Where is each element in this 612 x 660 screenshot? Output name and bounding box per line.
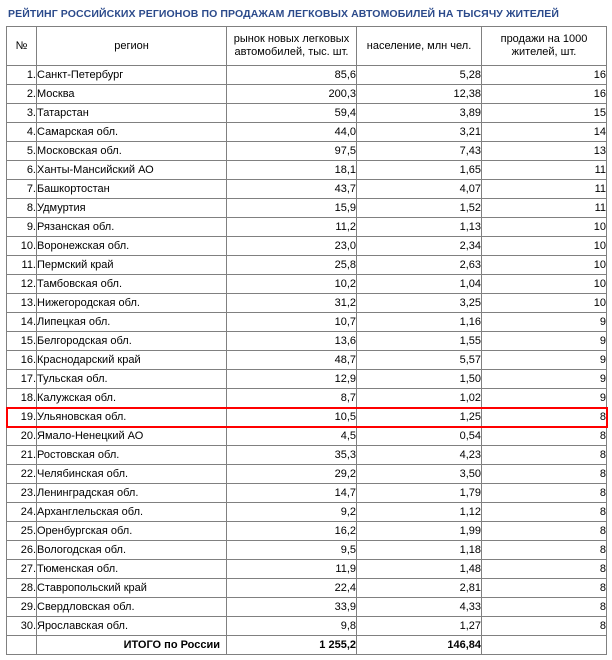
cell-region: Свердловская обл. bbox=[37, 598, 227, 617]
cell-number: 20. bbox=[7, 427, 37, 446]
cell-per-1000: 8 bbox=[482, 617, 607, 636]
cell-per-1000: 9 bbox=[482, 313, 607, 332]
cell-population: 3,89 bbox=[357, 104, 482, 123]
cell-population: 3,50 bbox=[357, 465, 482, 484]
cell-per-1000: 15 bbox=[482, 104, 607, 123]
cell-number: 23. bbox=[7, 484, 37, 503]
cell-market: 9,5 bbox=[227, 541, 357, 560]
column-header-market: рынок новых легковых автомобилей, тыс. шт. bbox=[227, 27, 357, 66]
cell-population: 5,28 bbox=[357, 66, 482, 85]
cell-market: 18,1 bbox=[227, 161, 357, 180]
cell-market: 35,3 bbox=[227, 446, 357, 465]
cell-region: Ставропольский край bbox=[37, 579, 227, 598]
cell-per-1000: 16 bbox=[482, 85, 607, 104]
cell-region: Липецкая обл. bbox=[37, 313, 227, 332]
cell-market: 31,2 bbox=[227, 294, 357, 313]
cell-population: 2,63 bbox=[357, 256, 482, 275]
cell-market: 23,0 bbox=[227, 237, 357, 256]
cell-market: 10,2 bbox=[227, 275, 357, 294]
column-header-population: население, млн чел. bbox=[357, 27, 482, 66]
table-row bbox=[7, 446, 607, 465]
cell-per-1000: 8 bbox=[482, 579, 607, 598]
cell-region: Самарская обл. bbox=[37, 123, 227, 142]
cell-per-1000: 11 bbox=[482, 161, 607, 180]
cell-market: 11,2 bbox=[227, 218, 357, 237]
cell-per-1000: 8 bbox=[482, 408, 607, 427]
cell-population: 1,55 bbox=[357, 332, 482, 351]
table-row bbox=[7, 522, 607, 541]
cell-population: 5,57 bbox=[357, 351, 482, 370]
cell-market: 85,6 bbox=[227, 66, 357, 85]
cell-number: 8. bbox=[7, 199, 37, 218]
table-body bbox=[7, 66, 607, 655]
table-row bbox=[7, 161, 607, 180]
cell-number: 28. bbox=[7, 579, 37, 598]
cell-number: 14. bbox=[7, 313, 37, 332]
table-header-row bbox=[7, 27, 607, 66]
cell-region: Московская обл. bbox=[37, 142, 227, 161]
total-cell-number bbox=[7, 636, 37, 655]
table-row bbox=[7, 427, 607, 446]
table-row bbox=[7, 579, 607, 598]
table-row bbox=[7, 294, 607, 313]
cell-per-1000: 8 bbox=[482, 465, 607, 484]
cell-number: 29. bbox=[7, 598, 37, 617]
cell-market: 14,7 bbox=[227, 484, 357, 503]
table-row bbox=[7, 66, 607, 85]
table-row bbox=[7, 123, 607, 142]
cell-population: 2,34 bbox=[357, 237, 482, 256]
cell-region: Белгородская обл. bbox=[37, 332, 227, 351]
cell-per-1000: 9 bbox=[482, 389, 607, 408]
cell-number: 24. bbox=[7, 503, 37, 522]
cell-population: 1,79 bbox=[357, 484, 482, 503]
table-row bbox=[7, 332, 607, 351]
cell-population: 1,99 bbox=[357, 522, 482, 541]
cell-number: 5. bbox=[7, 142, 37, 161]
cell-market: 200,3 bbox=[227, 85, 357, 104]
cell-market: 15,9 bbox=[227, 199, 357, 218]
table-row bbox=[7, 313, 607, 332]
total-cell-region: ИТОГО по России bbox=[37, 636, 227, 655]
cell-population: 1,12 bbox=[357, 503, 482, 522]
cell-region: Нижегородская обл. bbox=[37, 294, 227, 313]
cell-market: 97,5 bbox=[227, 142, 357, 161]
cell-population: 1,02 bbox=[357, 389, 482, 408]
cell-market: 10,7 bbox=[227, 313, 357, 332]
cell-region: Калужская обл. bbox=[37, 389, 227, 408]
cell-market: 16,2 bbox=[227, 522, 357, 541]
table-row bbox=[7, 503, 607, 522]
cell-per-1000: 9 bbox=[482, 370, 607, 389]
cell-number: 21. bbox=[7, 446, 37, 465]
cell-population: 1,16 bbox=[357, 313, 482, 332]
cell-population: 3,21 bbox=[357, 123, 482, 142]
table-row bbox=[7, 180, 607, 199]
cell-market: 13,6 bbox=[227, 332, 357, 351]
table-row bbox=[7, 351, 607, 370]
cell-number: 25. bbox=[7, 522, 37, 541]
cell-market: 9,2 bbox=[227, 503, 357, 522]
table-header bbox=[7, 27, 607, 66]
table-row bbox=[7, 408, 607, 427]
cell-per-1000: 16 bbox=[482, 66, 607, 85]
cell-per-1000: 13 bbox=[482, 142, 607, 161]
cell-population: 7,43 bbox=[357, 142, 482, 161]
cell-number: 2. bbox=[7, 85, 37, 104]
cell-number: 9. bbox=[7, 218, 37, 237]
cell-region: Ханты-Мансийский АО bbox=[37, 161, 227, 180]
cell-market: 25,8 bbox=[227, 256, 357, 275]
cell-region: Рязанская обл. bbox=[37, 218, 227, 237]
cell-population: 1,50 bbox=[357, 370, 482, 389]
cell-population: 1,52 bbox=[357, 199, 482, 218]
cell-population: 4,33 bbox=[357, 598, 482, 617]
column-header-number: № bbox=[7, 27, 37, 66]
cell-per-1000: 8 bbox=[482, 598, 607, 617]
cell-region: Воронежская обл. bbox=[37, 237, 227, 256]
cell-per-1000: 9 bbox=[482, 332, 607, 351]
cell-number: 17. bbox=[7, 370, 37, 389]
cell-number: 4. bbox=[7, 123, 37, 142]
table-row bbox=[7, 275, 607, 294]
cell-region: Тульская обл. bbox=[37, 370, 227, 389]
cell-per-1000: 8 bbox=[482, 541, 607, 560]
cell-population: 2,81 bbox=[357, 579, 482, 598]
cell-market: 9,8 bbox=[227, 617, 357, 636]
cell-population: 1,48 bbox=[357, 560, 482, 579]
cell-number: 12. bbox=[7, 275, 37, 294]
cell-region: Ленинградская обл. bbox=[37, 484, 227, 503]
cell-population: 0,54 bbox=[357, 427, 482, 446]
cell-market: 43,7 bbox=[227, 180, 357, 199]
table-row bbox=[7, 465, 607, 484]
cell-market: 11,9 bbox=[227, 560, 357, 579]
table-row bbox=[7, 617, 607, 636]
cell-per-1000: 10 bbox=[482, 218, 607, 237]
cell-population: 12,38 bbox=[357, 85, 482, 104]
cell-region: Вологодская обл. bbox=[37, 541, 227, 560]
table-row bbox=[7, 256, 607, 275]
table-row bbox=[7, 85, 607, 104]
cell-per-1000: 10 bbox=[482, 275, 607, 294]
cell-market: 4,5 bbox=[227, 427, 357, 446]
table-row bbox=[7, 237, 607, 256]
cell-market: 44,0 bbox=[227, 123, 357, 142]
cell-number: 27. bbox=[7, 560, 37, 579]
cell-region: Краснодарский край bbox=[37, 351, 227, 370]
cell-number: 6. bbox=[7, 161, 37, 180]
cell-population: 3,25 bbox=[357, 294, 482, 313]
cell-number: 13. bbox=[7, 294, 37, 313]
total-cell-per-1000 bbox=[482, 636, 607, 655]
cell-market: 59,4 bbox=[227, 104, 357, 123]
cell-region: Арханглельская обл. bbox=[37, 503, 227, 522]
cell-population: 1,04 bbox=[357, 275, 482, 294]
table-row bbox=[7, 541, 607, 560]
table-row bbox=[7, 484, 607, 503]
total-cell-population: 146,84 bbox=[357, 636, 482, 655]
cell-number: 10. bbox=[7, 237, 37, 256]
cell-number: 11. bbox=[7, 256, 37, 275]
cell-per-1000: 9 bbox=[482, 351, 607, 370]
cell-per-1000: 8 bbox=[482, 560, 607, 579]
cell-market: 22,4 bbox=[227, 579, 357, 598]
table-row bbox=[7, 218, 607, 237]
cell-per-1000: 10 bbox=[482, 294, 607, 313]
cell-number: 30. bbox=[7, 617, 37, 636]
table-row bbox=[7, 598, 607, 617]
cell-region: Удмуртия bbox=[37, 199, 227, 218]
table-total-row bbox=[7, 636, 607, 655]
cell-per-1000: 11 bbox=[482, 180, 607, 199]
column-header-per-1000: продажи на 1000 жителей, шт. bbox=[482, 27, 607, 66]
cell-number: 16. bbox=[7, 351, 37, 370]
cell-region: Санкт-Петербург bbox=[37, 66, 227, 85]
cell-region: Ямало-Ненецкий АО bbox=[37, 427, 227, 446]
cell-per-1000: 14 bbox=[482, 123, 607, 142]
cell-number: 7. bbox=[7, 180, 37, 199]
cell-region: Татарстан bbox=[37, 104, 227, 123]
cell-region: Башкортостан bbox=[37, 180, 227, 199]
cell-region: Тамбовская обл. bbox=[37, 275, 227, 294]
cell-region: Ярославская обл. bbox=[37, 617, 227, 636]
cell-number: 18. bbox=[7, 389, 37, 408]
cell-population: 4,07 bbox=[357, 180, 482, 199]
table-row bbox=[7, 370, 607, 389]
regions-rating-table bbox=[6, 26, 607, 655]
cell-market: 48,7 bbox=[227, 351, 357, 370]
table-row bbox=[7, 560, 607, 579]
cell-market: 12,9 bbox=[227, 370, 357, 389]
cell-market: 29,2 bbox=[227, 465, 357, 484]
cell-per-1000: 10 bbox=[482, 256, 607, 275]
column-header-region: регион bbox=[37, 27, 227, 66]
cell-per-1000: 10 bbox=[482, 237, 607, 256]
total-cell-market: 1 255,2 bbox=[227, 636, 357, 655]
page-title: РЕЙТИНГ РОССИЙСКИХ РЕГИОНОВ ПО ПРОДАЖАМ ЛЕГКОВЫХ АВТОМОБИЛЕЙ НА ТЫСЯЧУ ЖИТЕЛЕЙ bbox=[8, 8, 560, 20]
cell-market: 33,9 bbox=[227, 598, 357, 617]
table-row bbox=[7, 104, 607, 123]
cell-population: 4,23 bbox=[357, 446, 482, 465]
cell-per-1000: 8 bbox=[482, 427, 607, 446]
cell-number: 19. bbox=[7, 408, 37, 427]
cell-population: 1,13 bbox=[357, 218, 482, 237]
cell-region: Ульяновская обл. bbox=[37, 408, 227, 427]
table-row bbox=[7, 389, 607, 408]
cell-region: Ростовская обл. bbox=[37, 446, 227, 465]
cell-market: 8,7 bbox=[227, 389, 357, 408]
cell-population: 1,18 bbox=[357, 541, 482, 560]
cell-population: 1,25 bbox=[357, 408, 482, 427]
cell-market: 10,5 bbox=[227, 408, 357, 427]
cell-per-1000: 11 bbox=[482, 199, 607, 218]
cell-number: 3. bbox=[7, 104, 37, 123]
cell-per-1000: 8 bbox=[482, 503, 607, 522]
cell-region: Пермский край bbox=[37, 256, 227, 275]
table-row bbox=[7, 142, 607, 161]
cell-region: Тюменская обл. bbox=[37, 560, 227, 579]
cell-per-1000: 8 bbox=[482, 522, 607, 541]
cell-per-1000: 8 bbox=[482, 446, 607, 465]
cell-region: Оренбургская обл. bbox=[37, 522, 227, 541]
cell-population: 1,65 bbox=[357, 161, 482, 180]
cell-number: 22. bbox=[7, 465, 37, 484]
cell-number: 26. bbox=[7, 541, 37, 560]
table-row bbox=[7, 199, 607, 218]
cell-number: 15. bbox=[7, 332, 37, 351]
cell-number: 1. bbox=[7, 66, 37, 85]
cell-region: Москва bbox=[37, 85, 227, 104]
cell-region: Челябинская обл. bbox=[37, 465, 227, 484]
cell-per-1000: 8 bbox=[482, 484, 607, 503]
cell-population: 1,27 bbox=[357, 617, 482, 636]
